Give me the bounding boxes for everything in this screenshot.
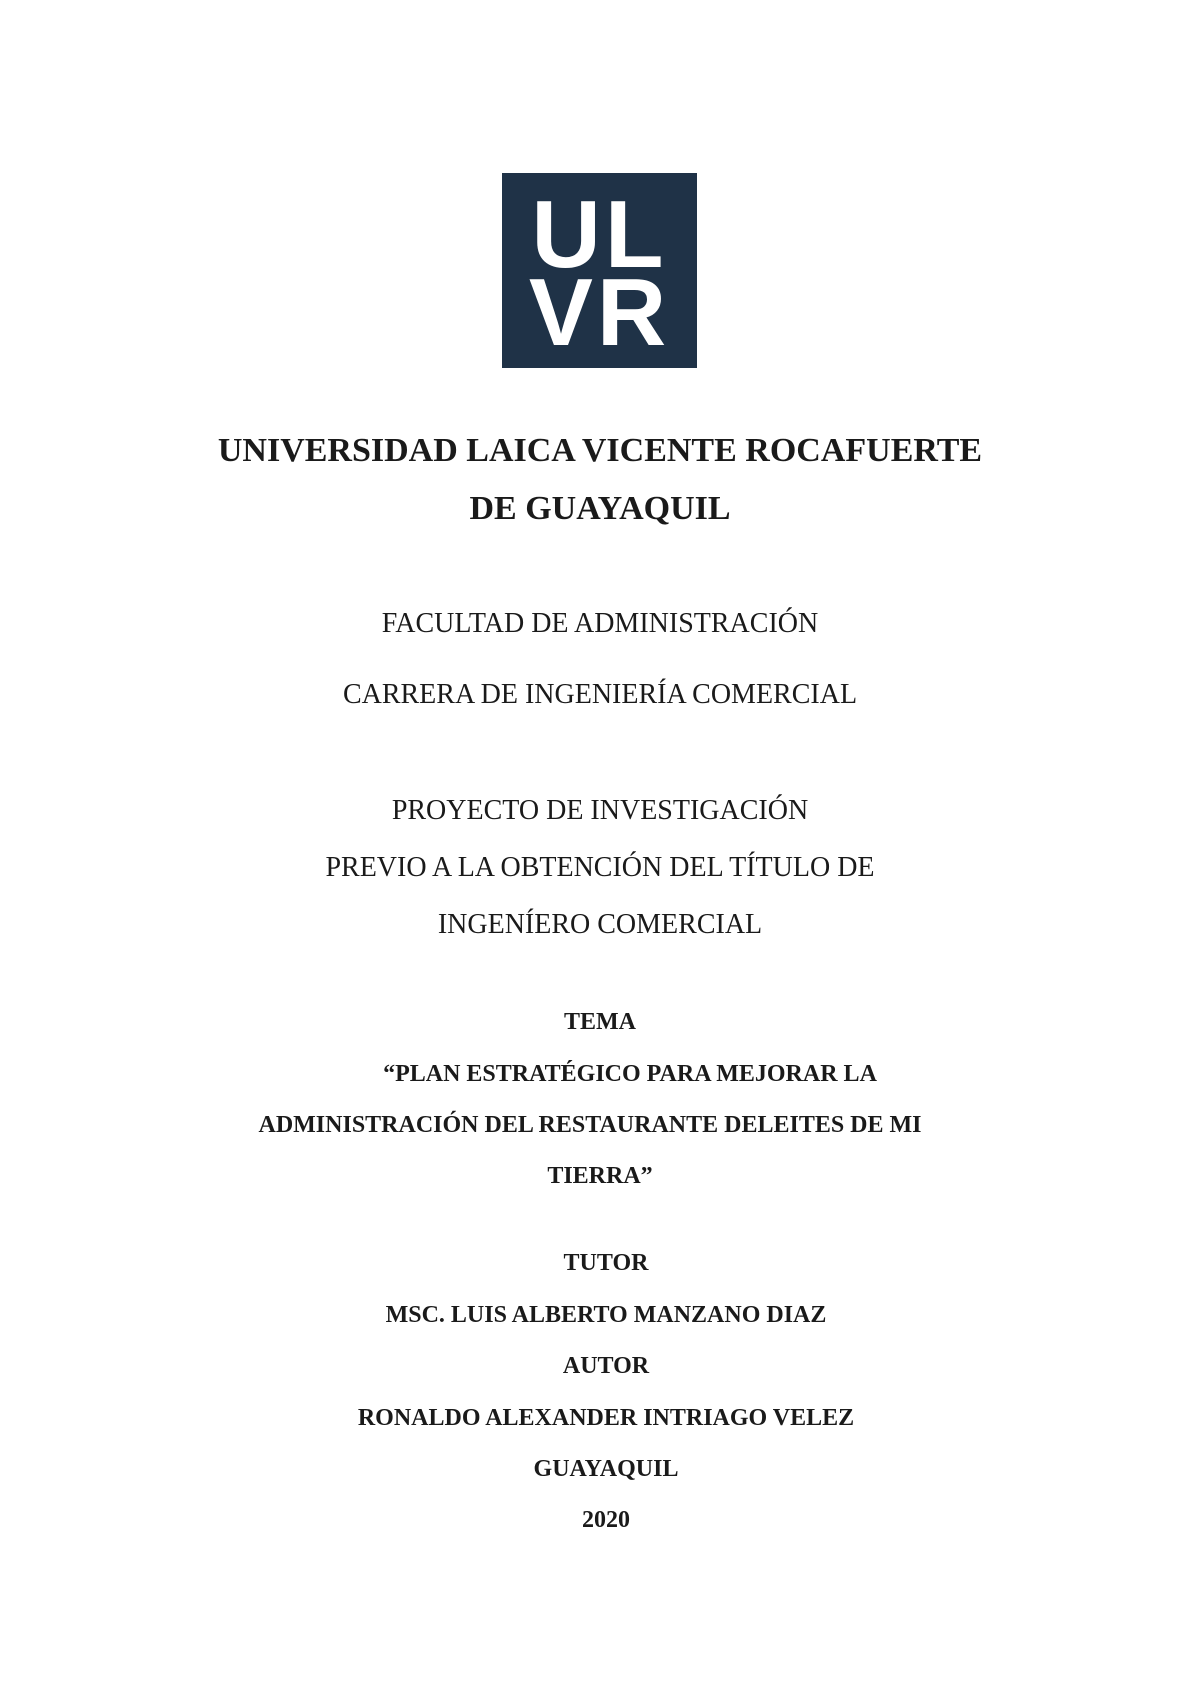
author-label: AUTOR	[562, 1353, 650, 1379]
logo-text-top: UL	[531, 181, 668, 288]
university-name-line2: DE GUAYAQUIL	[469, 490, 731, 527]
year: 2020	[582, 1507, 630, 1533]
university-name-line1: UNIVERSIDAD LAICA VICENTE ROCAFUERTE	[217, 432, 983, 469]
tutor-label: TUTOR	[563, 1250, 649, 1276]
project-line2: PREVIO A LA OBTENCIÓN DEL TÍTULO DE	[325, 852, 875, 883]
project-line1: PROYECTO DE INVESTIGACIÓN	[391, 795, 809, 826]
topic-title-line1: “PLAN ESTRATÉGICO PARA MEJORAR LA	[383, 1061, 877, 1087]
career-name: CARRERA DE INGENIERÍA COMERCIAL	[342, 679, 858, 710]
author-name: RONALDO ALEXANDER INTRIAGO VELEZ	[357, 1405, 855, 1431]
university-logo	[502, 173, 697, 368]
project-line3: INGENÍERO COMERCIAL	[437, 909, 763, 940]
faculty-name: FACULTAD DE ADMINISTRACIÓN	[381, 608, 819, 639]
city: GUAYAQUIL	[533, 1456, 679, 1482]
topic-title-line2: ADMINISTRACIÓN DEL RESTAURANTE DELEITES DE MI	[258, 1112, 922, 1138]
topic-title-line3: TIERRA”	[547, 1163, 653, 1189]
logo-text-bottom: VR	[528, 259, 671, 366]
tutor-name: MSC. LUIS ALBERTO MANZANO DIAZ	[385, 1302, 827, 1328]
topic-label: TEMA	[564, 1009, 636, 1035]
